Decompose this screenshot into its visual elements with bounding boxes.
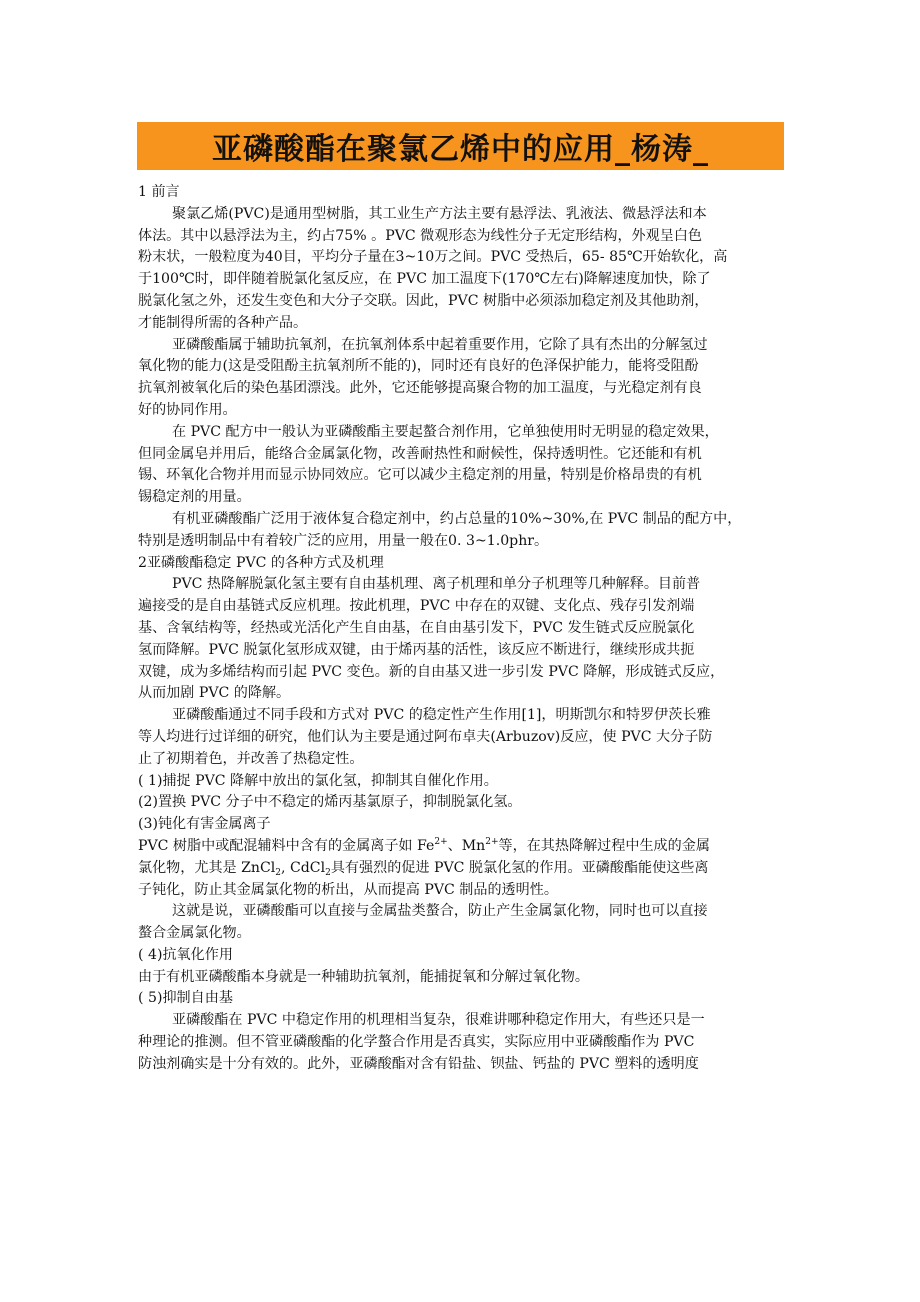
text-line: 有机亚磷酸酯广泛用于液体复合稳定剂中，约占总量的10%~30%,在 PVC 制品的配方中， bbox=[172, 510, 742, 527]
text-line: 1 前言 bbox=[138, 184, 180, 200]
text-line: 2亚磷酸酯稳定 PVC 的各种方式及机理 bbox=[138, 554, 384, 571]
text-line: 抗氧剂被氧化后的染色基团漂浅。此外，它还能够提高聚合物的加工温度，与光稳定剂有良 bbox=[138, 380, 702, 397]
text-line: 等人均进行过详细的研究，他们认为主要是通过阿布卓夫(Arbuzov)反应，使 PVC 大分子防 bbox=[138, 728, 713, 745]
text-line: 防浊剂确实是十分有效的。此外，亚磷酸酯对含有铅盐、钡盐、钙盐的 PVC 塑料的透明度 bbox=[138, 1055, 699, 1072]
text-line: 子钝化，防止其金属氯化物的析出，从而提高 PVC 制品的透明性。 bbox=[138, 881, 558, 898]
text-line: PVC 树脂中或配混辅料中含有的金属离子如 $Fe^{2+}$、$Mn^{2+}$等，在其热降解过程中生成的金属 bbox=[138, 836, 710, 854]
text-line: ( 4)抗氧化作用 bbox=[138, 946, 233, 963]
text-line: 脱氯化氢之外，还发生变色和大分子交联。因此，PVC 树脂中必须添加稳定剂及其他助剂， bbox=[138, 292, 709, 309]
text-line: 体法。其中以悬浮法为主，约占75% 。PVC 微观形态为线性分子无定形结构，外观呈白色 bbox=[138, 227, 703, 244]
text-line: 由于有机亚磷酸酯本身就是一种辅助抗氧剂，能捕捉氧和分解过氧化物。 bbox=[138, 968, 589, 985]
text-line: PVC 热降解脱氯化氢主要有自由基机理、离子机理和单分子机理等几种解释。目前普 bbox=[172, 576, 701, 593]
text-line: 遍接受的是自由基链式反应机理。按此机理，PVC 中存在的双键、支化点、残存引发剂端 bbox=[138, 598, 695, 615]
document-title: 亚磷酸酯在聚氯乙烯中的应用_杨涛_ bbox=[212, 132, 709, 167]
text-line: 才能制得所需的各种产品。 bbox=[138, 314, 308, 331]
text-line: (2)置换 PVC 分子中不稳定的烯丙基氯原子，抑制脱氯化氢。 bbox=[138, 794, 522, 811]
text-line: 但同金属皂并用后，能络合金属氯化物，改善耐热性和耐候性，保持透明性。它还能和有机 bbox=[138, 445, 702, 462]
text-line: 氯化物，尤其是 ZnCl$_2$, CdCl$_2$具有强烈的促进 PVC 脱氯化氢的作用。亚磷酸酯能使这些离 bbox=[138, 859, 709, 878]
text-line: ( 5)抑制自由基 bbox=[138, 990, 233, 1007]
text-line: 好的协同作用。 bbox=[138, 401, 237, 418]
text-line: 氢而降解。PVC 脱氯化氢形成双键，由于烯丙基的活性，该反应不断进行，继续形成共扼 bbox=[138, 641, 695, 658]
text-line: 这就是说，亚磷酸酯可以直接与金属盐类螯合，防止产生金属氯化物，同时也可以直接 bbox=[172, 903, 708, 920]
title-banner bbox=[137, 122, 784, 170]
text-line: 锡稳定剂的用量。 bbox=[138, 489, 251, 506]
text-line: 亚磷酸酯属于辅助抗氧剂，在抗氧剂体系中起着重要作用，它除了具有杰出的分解氢过 bbox=[172, 336, 708, 353]
text-line: 在 PVC 配方中一般认为亚磷酸酯主要起螯合剂作用，它单独使用时无明显的稳定效果， bbox=[172, 423, 719, 440]
text-line: 粉末状，一般粒度为40目，平均分子量在3~10万之间。PVC 受热后，65- 85℃开始软化，高 bbox=[138, 249, 728, 266]
text-line: 氧化物的能力(这是受阻酚主抗氧剂所不能的)，同时还有良好的色泽保护能力，能将受阻酚 bbox=[138, 358, 699, 375]
document-body bbox=[138, 182, 788, 1076]
text-line: 基、含氧结构等，经热或光活化产生自由基，在自由基引发下，PVC 发生链式反应脱氯化 bbox=[138, 619, 695, 636]
text-line: 特别是透明制品中有着较广泛的应用，用量一般在0. 3~1.0phr。 bbox=[138, 532, 549, 549]
text-line: 止了初期着色，并改善了热稳定性。 bbox=[138, 750, 364, 767]
text-line: 种理论的推测。但不管亚磷酸酯的化学螯合作用是否真实，实际应用中亚磷酸酯作为 PVC bbox=[138, 1034, 695, 1051]
text-line: 从而加剧 PVC 的降解。 bbox=[138, 685, 291, 702]
text-line: 锡、环氧化合物并用而显示协同效应。它可以减少主稳定剂的用量，特别是价格昂贵的有机 bbox=[138, 467, 702, 484]
text-line: 螯合金属氯化物。 bbox=[138, 925, 251, 942]
text-line: ( 1)捕捉 PVC 降解中放出的氯化氢，抑制其自催化作用。 bbox=[138, 772, 498, 789]
text-line: 亚磷酸酯在 PVC 中稳定作用的机理相当复杂，很难讲哪种稳定作用大，有些还只是一 bbox=[172, 1012, 705, 1029]
text-line: (3)钝化有害金属离子 bbox=[138, 816, 271, 833]
text-line: 聚氯乙烯(PVC)是通用型树脂，其工业生产方法主要有悬浮法、乳液法、微悬浮法和本 bbox=[172, 205, 707, 222]
text-line: 于100℃时，即伴随着脱氯化氢反应，在 PVC 加工温度下(170℃左右)降解速度加快，除了 bbox=[138, 271, 711, 288]
text-line: 双键，成为多烯结构而引起 PVC 变色。新的自由基又进一步引发 PVC 降解，形成链式反应， bbox=[138, 663, 725, 680]
text-line: 亚磷酸酯通过不同手段和方式对 PVC 的稳定性产生作用[1]，明斯凯尔和特罗伊茨长雅 bbox=[172, 707, 711, 724]
